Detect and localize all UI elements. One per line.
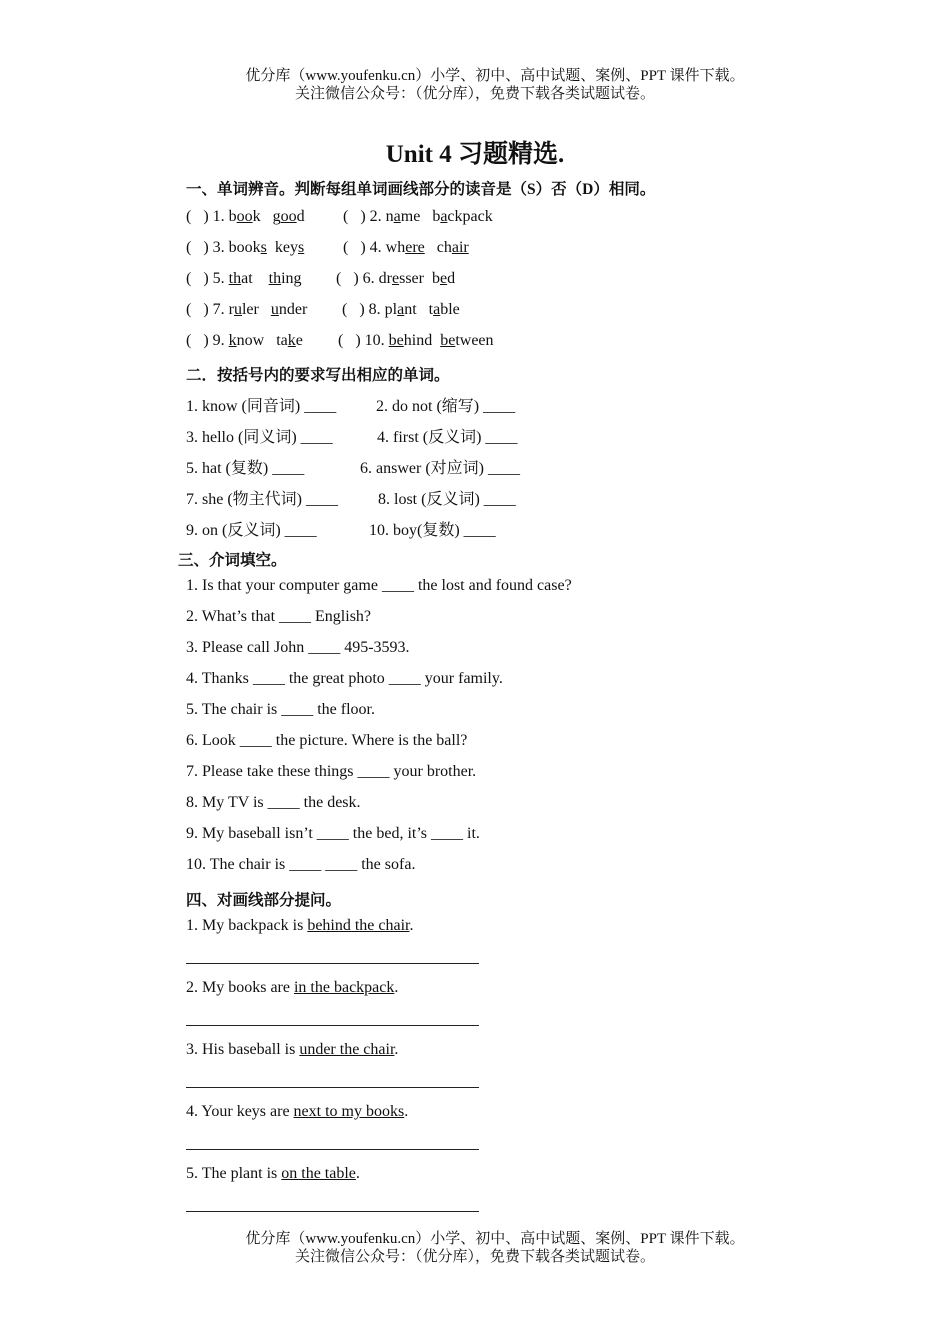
text-segment: ( ) 5.: [186, 270, 229, 287]
question-item: [186, 1103, 408, 1121]
text-segment: ler: [241, 301, 271, 318]
underlined-segment: u: [270, 301, 279, 318]
header-line-1: 优分库（www.youfenku.cn）小学、初中、高中试题、案例、PPT 课件下载。: [245, 68, 745, 84]
underlined-segment: k: [287, 332, 296, 349]
text-segment: hind: [403, 332, 441, 349]
underlined-segment: in the backpack: [293, 979, 395, 996]
text-segment: ( ) 9.: [186, 332, 229, 349]
text-segment: ( ) 1. b: [186, 208, 237, 225]
underlined-segment: a: [433, 301, 441, 318]
underlined-segment: a: [440, 208, 448, 225]
text-segment: .: [409, 917, 414, 934]
text-segment: nt t: [404, 301, 434, 318]
word-item-right: 4. first (反义词) ____: [377, 429, 518, 446]
phonics-item-left: [186, 332, 303, 350]
underlined-segment: a: [393, 208, 401, 225]
underlined-segment: u: [233, 301, 242, 318]
text-segment: 1. My backpack is: [186, 917, 308, 934]
answer-line: [186, 963, 479, 964]
text-segment: k g: [252, 208, 281, 225]
word-item-right: 8. lost (反义词) ____: [378, 491, 516, 508]
underlined-segment: e: [439, 270, 448, 287]
underlined-segment: behind the chair: [307, 917, 410, 934]
text-segment: ( ) 4. wh: [343, 239, 406, 256]
text-segment: d: [296, 208, 305, 225]
page-header: [0, 67, 950, 103]
underlined-segment: th: [268, 270, 282, 287]
text-segment: ( ) 2. n: [343, 208, 394, 225]
preposition-item: 2. What’s that ____ English?: [186, 608, 372, 625]
answer-line: [186, 1211, 479, 1212]
preposition-item: 7. Please take these things ____ your brother.: [186, 763, 477, 780]
underlined-segment: oo: [280, 208, 297, 225]
footer-line-1: 优分库（www.youfenku.cn）小学、初中、高中试题、案例、PPT 课件下载。: [245, 1231, 745, 1247]
phonics-item-left: [186, 239, 304, 257]
question-item: [186, 1041, 398, 1059]
phonics-item-left: [186, 208, 305, 226]
underlined-segment: on the table: [281, 1165, 356, 1182]
header-line-2: 关注微信公众号：（优分库），免费下载各类试题试卷。: [294, 86, 655, 102]
section-2-heading: 二．按括号内的要求写出相应的单词。: [186, 367, 450, 384]
word-item-right: 10. boy(复数) ____: [369, 522, 496, 539]
word-item-left: 3. hello (同义词) ____: [186, 429, 333, 446]
page-footer: [0, 1230, 950, 1266]
underlined-segment: next to my books: [293, 1103, 405, 1120]
text-segment: ( ) 10.: [338, 332, 389, 349]
underlined-segment: a: [397, 301, 405, 318]
text-segment: at: [241, 270, 269, 287]
underlined-segment: air: [451, 239, 469, 256]
text-segment: ble: [440, 301, 460, 318]
text-segment: nder: [278, 301, 308, 318]
text-segment: 5. The plant is: [186, 1165, 282, 1182]
section-3-heading: 三、介词填空。: [178, 552, 287, 569]
text-segment: .: [355, 1165, 360, 1182]
page-title: Unit 4 习题精选.: [385, 141, 565, 168]
text-segment: ing: [281, 270, 302, 287]
preposition-item: 9. My baseball isn’t ____ the bed, it’s ____ it.: [186, 825, 480, 842]
text-segment: ch: [424, 239, 452, 256]
text-segment: 3. His baseball is: [186, 1041, 300, 1058]
text-segment: .: [404, 1103, 409, 1120]
phonics-item-left: [186, 301, 307, 319]
preposition-item: 3. Please call John ____ 495-3593.: [186, 639, 410, 656]
underlined-segment: th: [228, 270, 242, 287]
answer-line: [186, 1025, 479, 1026]
phonics-item-right: [343, 208, 493, 226]
underlined-segment: ere: [405, 239, 425, 256]
underlined-segment: be: [388, 332, 404, 349]
phonics-item-right: [338, 332, 494, 350]
word-item-left: 9. on (反义词) ____: [186, 522, 317, 539]
question-item: [186, 917, 414, 935]
text-segment: e: [295, 332, 303, 349]
text-segment: sser b: [399, 270, 440, 287]
word-item-left: 1. know (同音词) ____: [186, 398, 337, 415]
preposition-item: 5. The chair is ____ the floor.: [186, 701, 375, 718]
text-segment: d: [447, 270, 456, 287]
word-item-left: 5. hat (复数) ____: [186, 460, 305, 477]
text-segment: .: [394, 979, 399, 996]
underlined-segment: oo: [236, 208, 253, 225]
underlined-segment: s: [298, 239, 305, 256]
word-item-right: 6. answer (对应词) ____: [360, 460, 520, 477]
phonics-item-left: [186, 270, 302, 288]
underlined-segment: be: [440, 332, 456, 349]
preposition-item: 10. The chair is ____ ____ the sofa.: [186, 856, 416, 873]
text-segment: tween: [455, 332, 494, 349]
text-segment: ( ) 8. pl: [342, 301, 398, 318]
text-segment: ( ) 6. dr: [336, 270, 392, 287]
underlined-segment: s: [260, 239, 267, 256]
text-segment: now ta: [236, 332, 288, 349]
preposition-item: 8. My TV is ____ the desk.: [186, 794, 361, 811]
text-segment: 2. My books are: [186, 979, 294, 996]
section-1-heading: 一、单词辨音。判断每组单词画线部分的读音是（S）否（D）相同。: [186, 181, 656, 198]
text-segment: ( ) 3. book: [186, 239, 261, 256]
word-item-right: 2. do not (缩写) ____: [376, 398, 516, 415]
text-segment: key: [266, 239, 298, 256]
preposition-item: 4. Thanks ____ the great photo ____ your family.: [186, 670, 503, 687]
answer-line: [186, 1087, 479, 1088]
underlined-segment: e: [391, 270, 400, 287]
preposition-item: 6. Look ____ the picture. Where is the ball?: [186, 732, 468, 749]
question-item: [186, 979, 398, 997]
question-item: [186, 1165, 360, 1183]
preposition-item: 1. Is that your computer game ____ the lost and found case?: [186, 577, 572, 594]
text-segment: 4. Your keys are: [186, 1103, 294, 1120]
phonics-item-right: [336, 270, 455, 288]
text-segment: me b: [400, 208, 441, 225]
answer-line: [186, 1149, 479, 1150]
word-item-left: 7. she (物主代词) ____: [186, 491, 338, 508]
underlined-segment: under the chair: [299, 1041, 395, 1058]
section-4-heading: 四、对画线部分提问。: [186, 892, 342, 909]
text-segment: ( ) 7. r: [186, 301, 234, 318]
phonics-item-right: [342, 301, 460, 319]
text-segment: .: [394, 1041, 399, 1058]
underlined-segment: k: [228, 332, 237, 349]
text-segment: ckpack: [447, 208, 493, 225]
footer-line-2: 关注微信公众号：（优分库），免费下载各类试题试卷。: [294, 1249, 655, 1265]
phonics-item-right: [343, 239, 469, 257]
